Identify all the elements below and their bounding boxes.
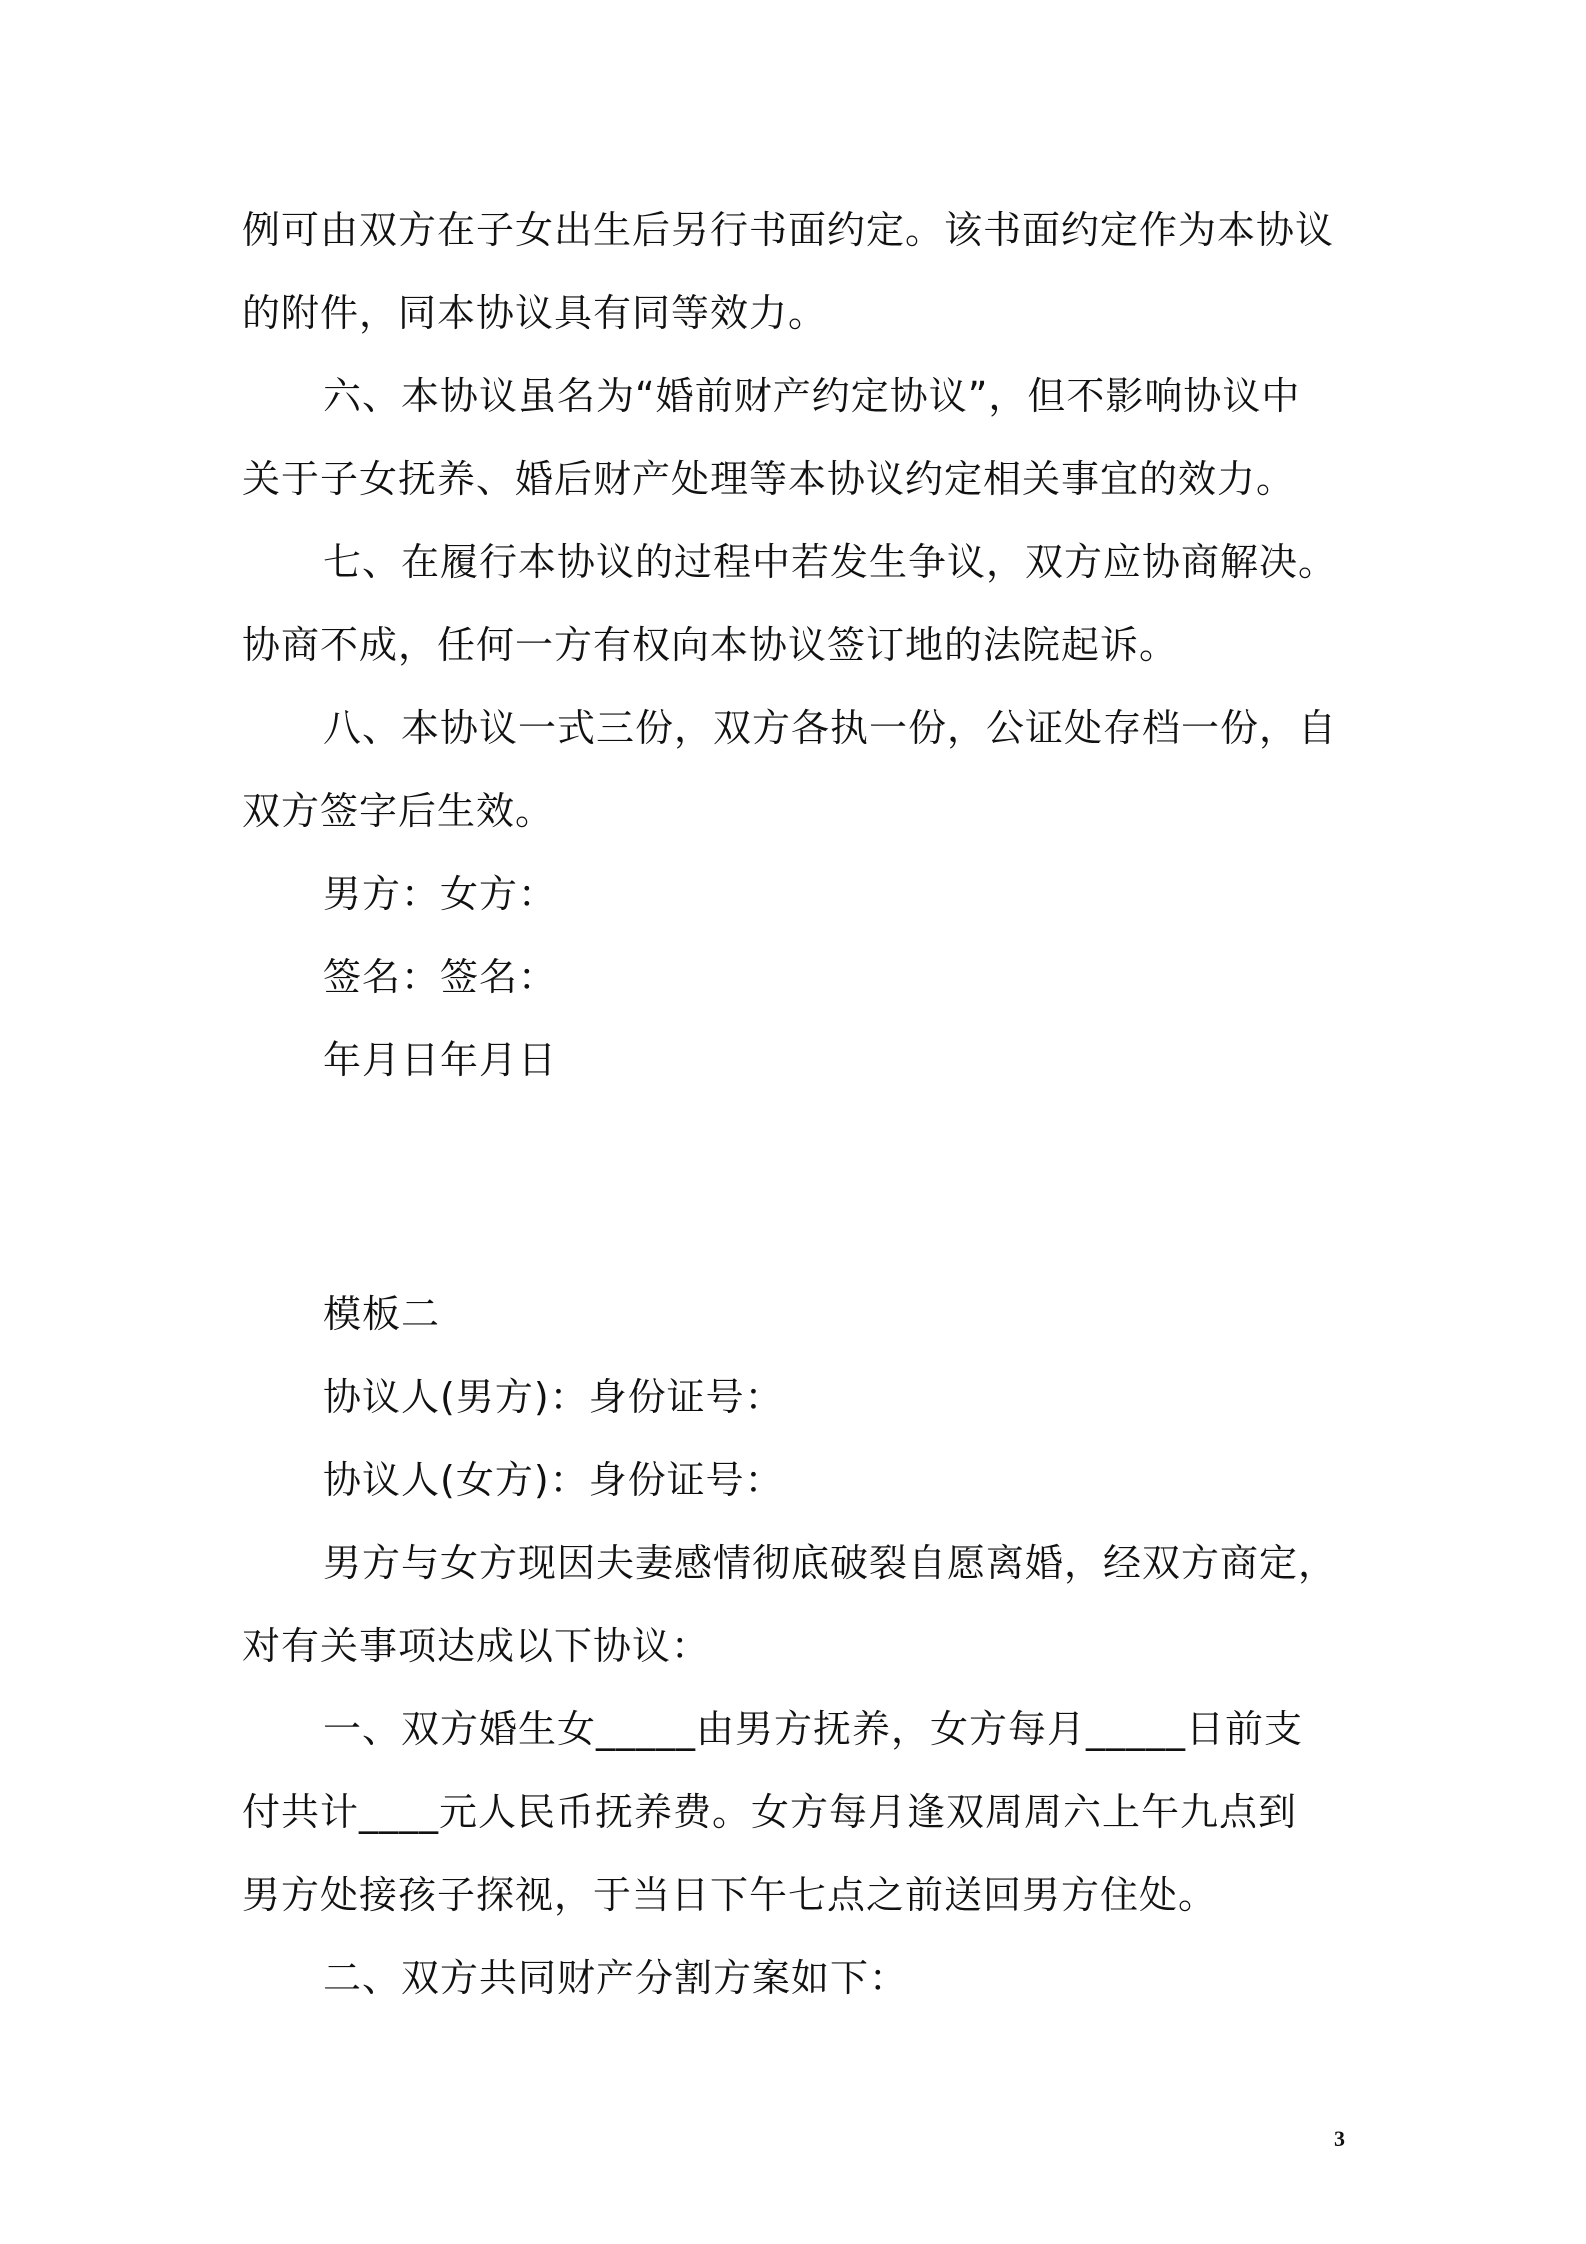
paragraph-line: 双方签字后生效。	[242, 789, 555, 833]
paragraph-line: 协商不成，任何一方有权向本协议签订地的法院起诉。	[242, 623, 1179, 667]
paragraph-line: 对有关事项达成以下协议：	[242, 1624, 711, 1668]
page-number: 3	[1334, 2126, 1345, 2151]
preamble-line: 男方与女方现因夫妻感情彻底破裂自愿离婚，经双方商定，	[323, 1541, 1338, 1585]
clause-one-line: 一、双方婚生女_____由男方抚养，女方每月_____日前支	[323, 1707, 1304, 1751]
party-male-id-line: 协议人(男方)：身份证号：	[323, 1375, 784, 1419]
clause-seven-line: 七、在履行本协议的过程中若发生争议，双方应协商解决。	[323, 540, 1338, 584]
clause-eight-line: 八、本协议一式三份，双方各执一份，公证处存档一份，自	[323, 706, 1338, 750]
section-heading: 模板二	[323, 1292, 441, 1336]
clause-two-line: 二、双方共同财产分割方案如下：	[323, 1956, 909, 2000]
party-female-id-line: 协议人(女方)：身份证号：	[323, 1458, 784, 1502]
paragraph-line: 付共计____元人民币抚养费。女方每月逢双周周六上午九点到	[242, 1790, 1298, 1834]
party-labels: 男方：女方：	[323, 872, 558, 916]
clause-six-line: 六、本协议虽名为“婚前财产约定协议”，但不影响协议中	[323, 374, 1301, 418]
signature-labels: 签名：签名：	[323, 955, 558, 999]
paragraph-line: 的附件，同本协议具有同等效力。	[242, 291, 828, 335]
paragraph-line: 男方处接孩子探视，于当日下午七点之前送回男方住处。	[242, 1873, 1218, 1917]
paragraph-line: 关于子女抚养、婚后财产处理等本协议约定相关事宜的效力。	[242, 457, 1296, 501]
date-labels: 年月日年月日	[323, 1038, 558, 1082]
paragraph-line: 例可由双方在子女出生后另行书面约定。该书面约定作为本协议	[242, 208, 1335, 252]
